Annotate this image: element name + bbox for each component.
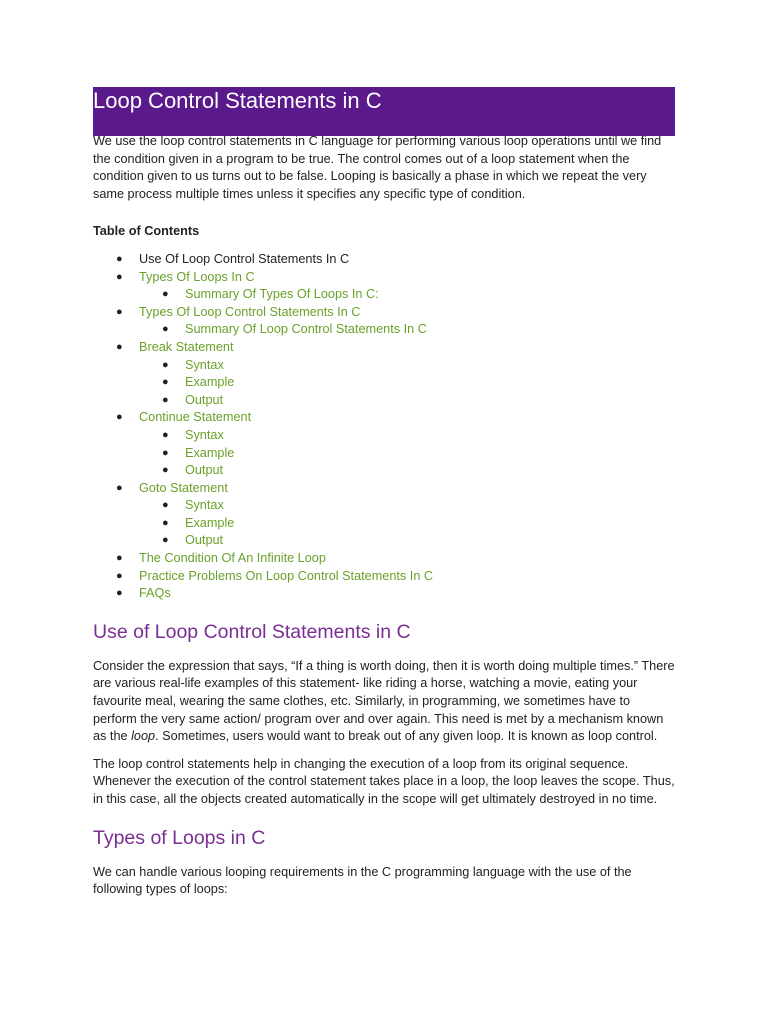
title-banner (93, 87, 675, 136)
bullet-icon: ● (116, 569, 123, 582)
toc-link[interactable]: Types Of Loop Control Statements In C (139, 304, 361, 319)
bullet-icon: ● (116, 552, 123, 565)
section1-paragraph-1 (93, 658, 675, 746)
toc-item[interactable] (93, 427, 675, 445)
toc-item[interactable] (93, 409, 675, 427)
bullet-icon: ● (116, 481, 123, 494)
toc-link[interactable]: Types Of Loops In C (139, 269, 255, 284)
toc-link[interactable]: Example (185, 375, 235, 390)
toc-item[interactable] (93, 374, 675, 392)
bullet-icon: ● (162, 323, 169, 336)
loop-emphasis: loop (131, 729, 156, 744)
toc-link[interactable]: Continue Statement (139, 410, 252, 425)
bullet-icon: ● (162, 534, 169, 547)
toc-link[interactable]: Practice Problems On Loop Control Statements In C (139, 568, 434, 583)
table-of-contents (93, 251, 675, 603)
toc-link[interactable]: Syntax (185, 427, 224, 442)
toc-item[interactable] (93, 585, 675, 603)
toc-item[interactable] (93, 392, 675, 410)
bullet-icon: ● (162, 376, 169, 389)
toc-item[interactable] (93, 480, 675, 498)
toc-item[interactable] (93, 462, 675, 480)
bullet-icon: ● (116, 305, 123, 318)
bullet-icon: ● (116, 587, 123, 600)
toc-link[interactable]: Syntax (185, 357, 224, 372)
toc-link[interactable]: Example (185, 515, 235, 530)
toc-heading: Table of Contents (93, 224, 200, 239)
toc-label: Use Of Loop Control Statements In C (139, 251, 350, 266)
bullet-icon: ● (116, 340, 123, 353)
bullet-icon: ● (162, 393, 169, 406)
toc-item[interactable] (93, 550, 675, 568)
toc-item[interactable] (93, 515, 675, 533)
section1-paragraph-2: The loop control statements help in changing the execution of a loop from its original sequence. Whenever the execution of the control statement takes place in a loop, the loop leaves the scope. Thus, in this case, all the objects created automatically in the scope will get ultimately destroyed in no time. (93, 756, 675, 806)
bullet-icon: ● (162, 499, 169, 512)
section2-paragraph-1: We can handle various looping requirements in the C programming language with the use of the following types of loops: (93, 864, 632, 897)
bullet-icon: ● (162, 288, 169, 301)
bullet-icon: ● (162, 358, 169, 371)
bullet-icon: ● (162, 516, 169, 529)
bullet-icon: ● (116, 411, 123, 424)
toc-item[interactable] (93, 532, 675, 550)
toc-link[interactable]: The Condition Of An Infinite Loop (139, 551, 326, 566)
document-title: Loop Control Statements in C (93, 88, 382, 113)
section1-p1-text-end: . Sometimes, users would want to break out of any given loop. It is known as loop control. (155, 729, 658, 744)
bullet-icon: ● (162, 428, 169, 441)
bullet-icon: ● (162, 464, 169, 477)
toc-item[interactable] (93, 497, 675, 515)
toc-item[interactable] (93, 445, 675, 463)
toc-item[interactable] (93, 269, 675, 287)
toc-link[interactable]: Syntax (185, 498, 224, 513)
toc-item[interactable] (93, 568, 675, 586)
toc-link[interactable]: Goto Statement (139, 480, 228, 495)
bullet-icon: ● (162, 446, 169, 459)
section-heading-use-of-loop-control: Use of Loop Control Statements in C (93, 620, 411, 643)
toc-item[interactable] (93, 286, 675, 304)
bullet-icon: ● (116, 270, 123, 283)
toc-link[interactable]: Summary Of Loop Control Statements In C (185, 322, 427, 337)
section-heading-types-of-loops: Types of Loops in C (93, 826, 266, 849)
section1-p1-text: Consider the expression that says, “If a thing is worth doing, then it is worth doing multiple times.” There are various real-life examples of this statement- like riding a horse, watching a movie, eating your favourite meal, wearing the same clothes, etc. Similarly, in programming, we sometimes have to perform the very same action/ program over and over again. This need is met by a mechanism known as the (93, 658, 675, 744)
toc-item[interactable] (93, 304, 675, 322)
document-content (93, 87, 675, 899)
intro-paragraph: We use the loop control statements in C language for performing various loop operations until we find the condition given in a program to be true. The control comes out of a loop statement when the condition given to us turns out to be false. Looping is basically a phase in which we repeat the very same process multiple times unless it specifies any specific type of condition. (93, 134, 662, 201)
toc-item (93, 251, 675, 269)
toc-item[interactable] (93, 339, 675, 357)
toc-link[interactable]: FAQs (139, 586, 171, 601)
toc-item[interactable] (93, 321, 675, 339)
bullet-icon: ● (116, 252, 123, 265)
toc-link[interactable]: Summary Of Types Of Loops In C: (185, 287, 379, 302)
toc-link[interactable]: Output (185, 463, 224, 478)
toc-link[interactable]: Output (185, 392, 224, 407)
toc-link[interactable]: Example (185, 445, 235, 460)
toc-link[interactable]: Output (185, 533, 224, 548)
toc-link[interactable]: Break Statement (139, 339, 234, 354)
toc-item[interactable] (93, 357, 675, 375)
